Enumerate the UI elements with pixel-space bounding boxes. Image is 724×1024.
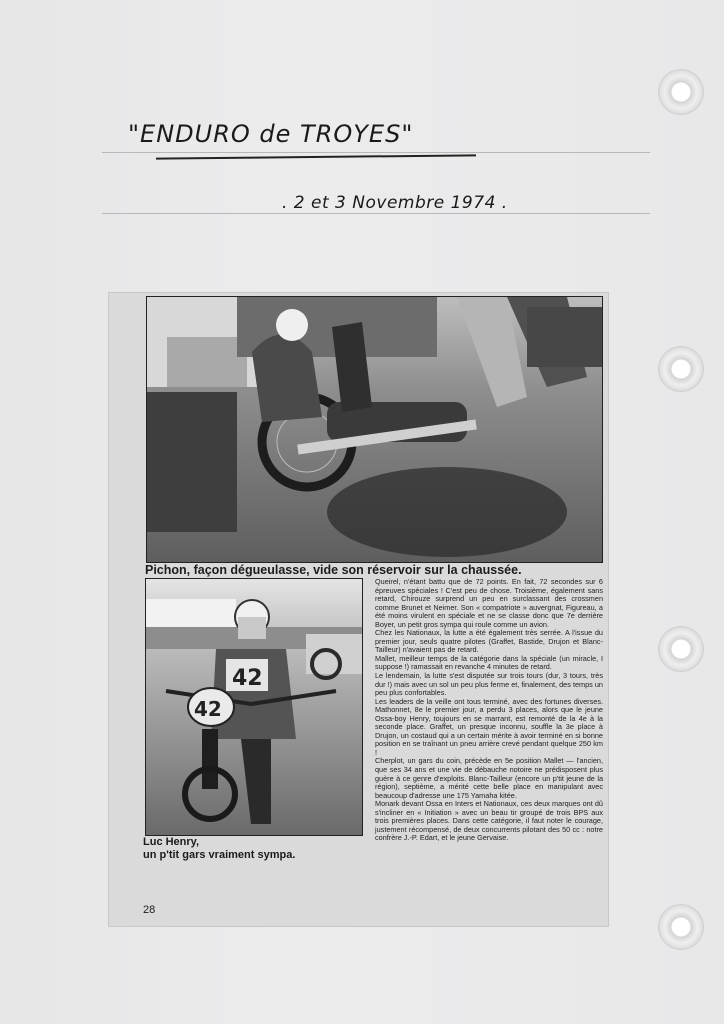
binder-hole-top (658, 69, 704, 115)
left-photo-caption (143, 836, 295, 862)
article-paragraph: Queirel, n'étant battu que de 72 points. En fait, 72 secondes sur 6 épreuves spéciales ! C'est peu de chose. Troisième, également sans retard, Chirouze surprend un peu en surclassant des crossmen comme Brunet et Neimer. Son « compatriote » auvergnat, Figureau, a été moins virulent en spéciale et ne se classe donc que 7e derrière Boyer, un petit gros sympa qui roule comme un avion. (375, 577, 603, 629)
handwritten-title: "ENDURO de TROYES" (128, 120, 414, 148)
binder-hole-upper-middle (658, 346, 704, 392)
handwritten-date: . 2 et 3 Novembre 1974 . (282, 193, 508, 213)
title-underline (156, 154, 476, 159)
caption-line-name: Luc Henry, (143, 836, 200, 848)
photo-rider-luc-henry (145, 578, 363, 836)
magazine-clipping (108, 292, 609, 927)
article-paragraph: Mallet, meilleur temps de la catégorie dans la spéciale (un miracle, I suppose !) ramassait en revanche 4 minutes de retard. (375, 653, 603, 672)
top-photo-caption: Pichon, façon dégueulasse, vide son réservoir sur la chaussée. (145, 563, 522, 577)
article-text (375, 578, 603, 843)
guide-line-2 (102, 213, 650, 214)
article-paragraph: Le lendemain, la lutte s'est disputée sur trois tours (dur, 3 tours, très dur !) mais avec un sol un peu plus ferme et, finalement, des temps un peu plus confortables. (375, 671, 603, 698)
article-paragraph: Cherplot, un gars du coin, précède en 5e position Mallet — l'ancien, que ses 34 ans et une vie de débauche notoire ne prédisposent plus guère à ce genre d'exploits. Blanc-Tailleur (encore un p'tit jeune de la région), septième, a mérité cette belle place en manipulant avec beaucoup d'adresse une 175 Yamaha kitée. (375, 756, 603, 800)
page-number: 28 (143, 904, 156, 916)
article-paragraph: Les leaders de la veille ont tous terminé, avec des fortunes diverses. Mathonnet, 8e le premier jour, a perdu 3 places, alors que le jeune Ossa-boy Henry, toujours en se marrant, est remonté de la 4e à la seconde place. Graffet, un presque inconnu, souffle la 3e place à Drujon, un costaud qui a un certain mérite à avoir terminé en si bonne position en se traînant un pneu arrière crevé pendant quelque 250 km ! (375, 696, 603, 757)
caption-line-description: un p'tit gars vraiment sympa. (143, 849, 296, 861)
article-paragraph: Chez les Nationaux, la lutte a été également très serrée. A l'issue du premier jour, seuls quatre pilotes (Graffet, Bastide, Drujon et Blanc-Tailleur) n'avaient pas de retard. (375, 628, 603, 655)
guide-line-1 (102, 152, 650, 153)
article-paragraph: Monark devant Ossa en Inters et Nationaux, ces deux marques ont dû s'incliner en « Initiation » avec un beau tir groupé de trois BPS aux trois premières places. Dans cette catégorie, il faut noter le courage, justement récompensé, de deux concurrents pilotant des 50 cc : notre confrère J.-P. Edart, et le jeune Gervaise. (375, 799, 603, 843)
rider-bib-number: 42 (232, 666, 263, 691)
binder-hole-lower-middle (658, 626, 704, 672)
motorcycle-plate-number: 42 (194, 697, 222, 721)
binder-hole-bottom (658, 904, 704, 950)
photo-mechanic-with-motorcycle (146, 296, 603, 563)
